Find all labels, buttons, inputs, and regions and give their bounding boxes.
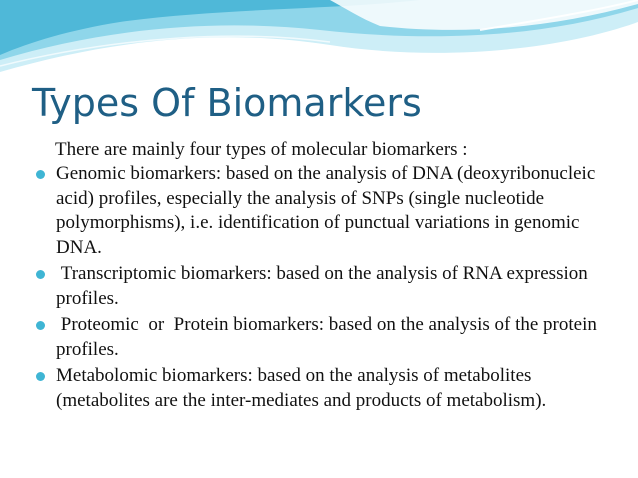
bullet-text: Genomic biomarkers: based on the analysis of DNA (deoxyribonucleic acid) profiles, especially the analysis of SNPs (single nucleotide polymorphisms), i.e. identification of punctual variations in genomic DNA. [56, 163, 596, 258]
slide-title: Types Of Biomarkers [32, 81, 422, 125]
bullet-item-proteomic [36, 313, 621, 362]
bullet-text: Proteomic or Protein biomarkers: based on the analysis of the protein profiles. [56, 314, 607, 360]
bullet-dot-icon [36, 372, 45, 381]
header-wave-decoration [0, 0, 638, 80]
bullet-text: Transcriptomic biomarkers: based on the analysis of RNA expression profiles. [56, 263, 593, 309]
bullet-dot-icon [36, 321, 45, 330]
slide-intro: There are mainly four types of molecular biomarkers : [55, 139, 468, 160]
bullet-item-transcriptomic [36, 262, 621, 311]
bullet-dot-icon [36, 270, 45, 279]
bullet-dot-icon [36, 170, 45, 179]
bullet-list [36, 162, 621, 413]
bullet-item-genomic [36, 162, 621, 260]
bullet-text: Metabolomic biomarkers: based on the analysis of metabolites (metabolites are the inter-mediates and products of metabolism). [56, 365, 547, 411]
bullet-item-metabolomic [36, 364, 621, 413]
